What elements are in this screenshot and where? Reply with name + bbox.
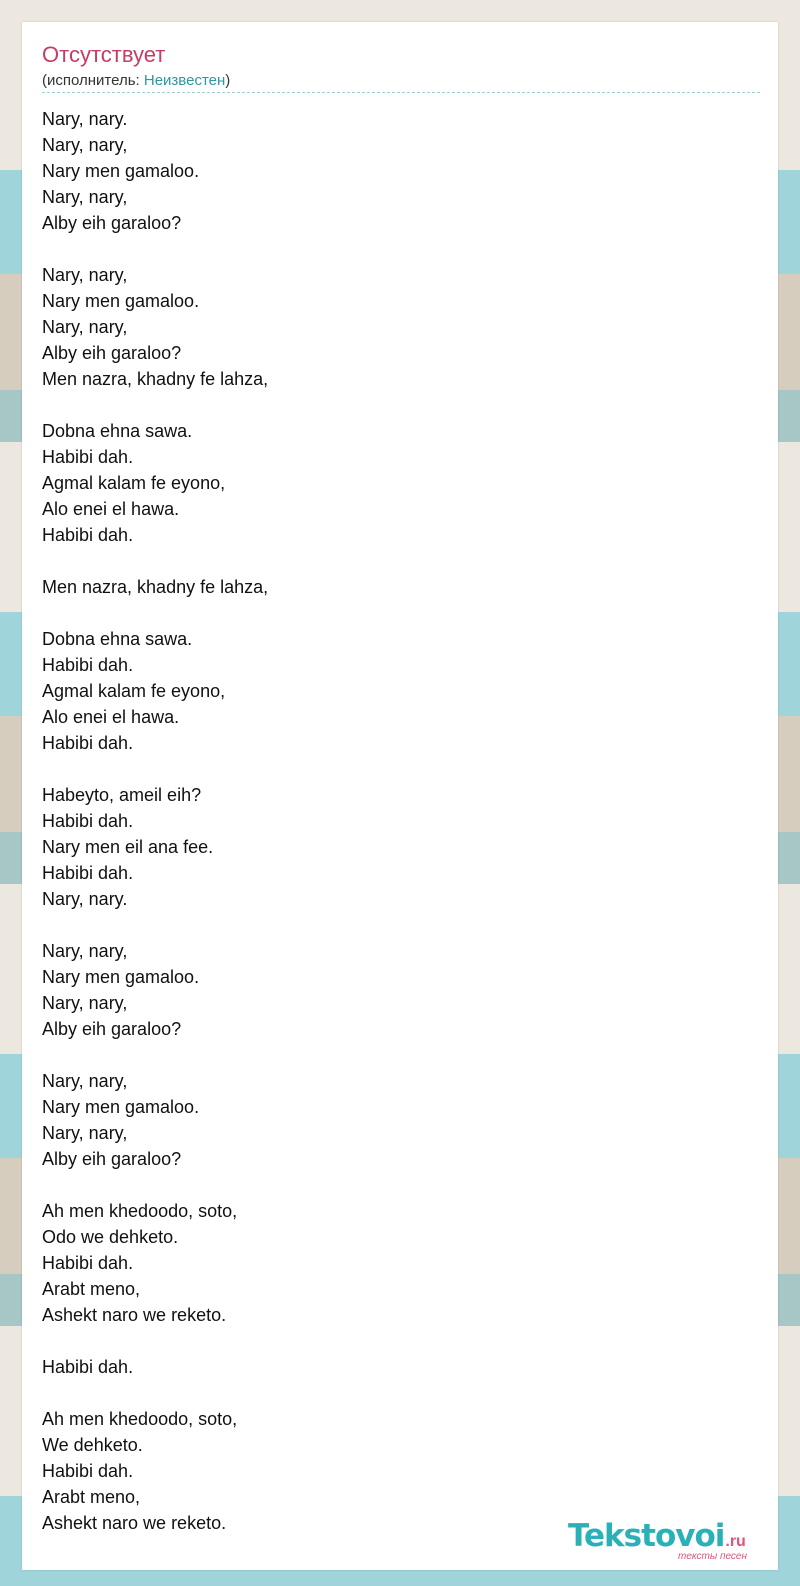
artist-label: (исполнитель: [42, 72, 144, 89]
song-title: Отсутствует [42, 42, 166, 67]
artist-link[interactable]: Неизвестен [143, 72, 226, 89]
lyrics-card [22, 22, 778, 1570]
artist-line [42, 72, 230, 89]
logo-domain: .ru [725, 1533, 746, 1550]
site-logo[interactable] [568, 1518, 780, 1564]
title-divider [42, 92, 760, 93]
lyrics-text: Nary, nary. Nary, nary, Nary men gamaloo. Nary, nary, Alby eih garaloo? Nary, nary, Nary men gamaloo. Nary, nary, Alby eih garaloo? Men nazra, khadny fe lahza, Dobna ehna sawa. Habibi dah. Agmal kalam fe eyono, Alo enei el hawa. Habibi dah. Men nazra, khadny fe lahza, Dobna ehna sawa. Habibi dah. Agmal kalam fe eyono, Alo enei el hawa. Habibi dah. Habeyto, ameil eih? Habibi dah. Nary men eil ana fee. Habibi dah. Nary, nary. Nary, nary, Nary men gamaloo. Nary, nary, Alby eih garaloo? Nary, nary, Nary men gamaloo. Nary, nary, Alby eih garaloo? Ah men khedoodo, soto, Odo we dehketo. Habibi dah. Arabt meno, Ashekt naro we reketo. Habibi dah. Ah men khedoodo, soto, We dehketo. Habibi dah. Arabt meno, Ashekt naro we reketo. [42, 109, 269, 1533]
artist-close: ) [225, 72, 231, 89]
logo-name: Tekstovoi [568, 1518, 725, 1554]
logo-wordmark [568, 1518, 746, 1554]
logo-tagline: тексты песен [678, 1551, 747, 1562]
